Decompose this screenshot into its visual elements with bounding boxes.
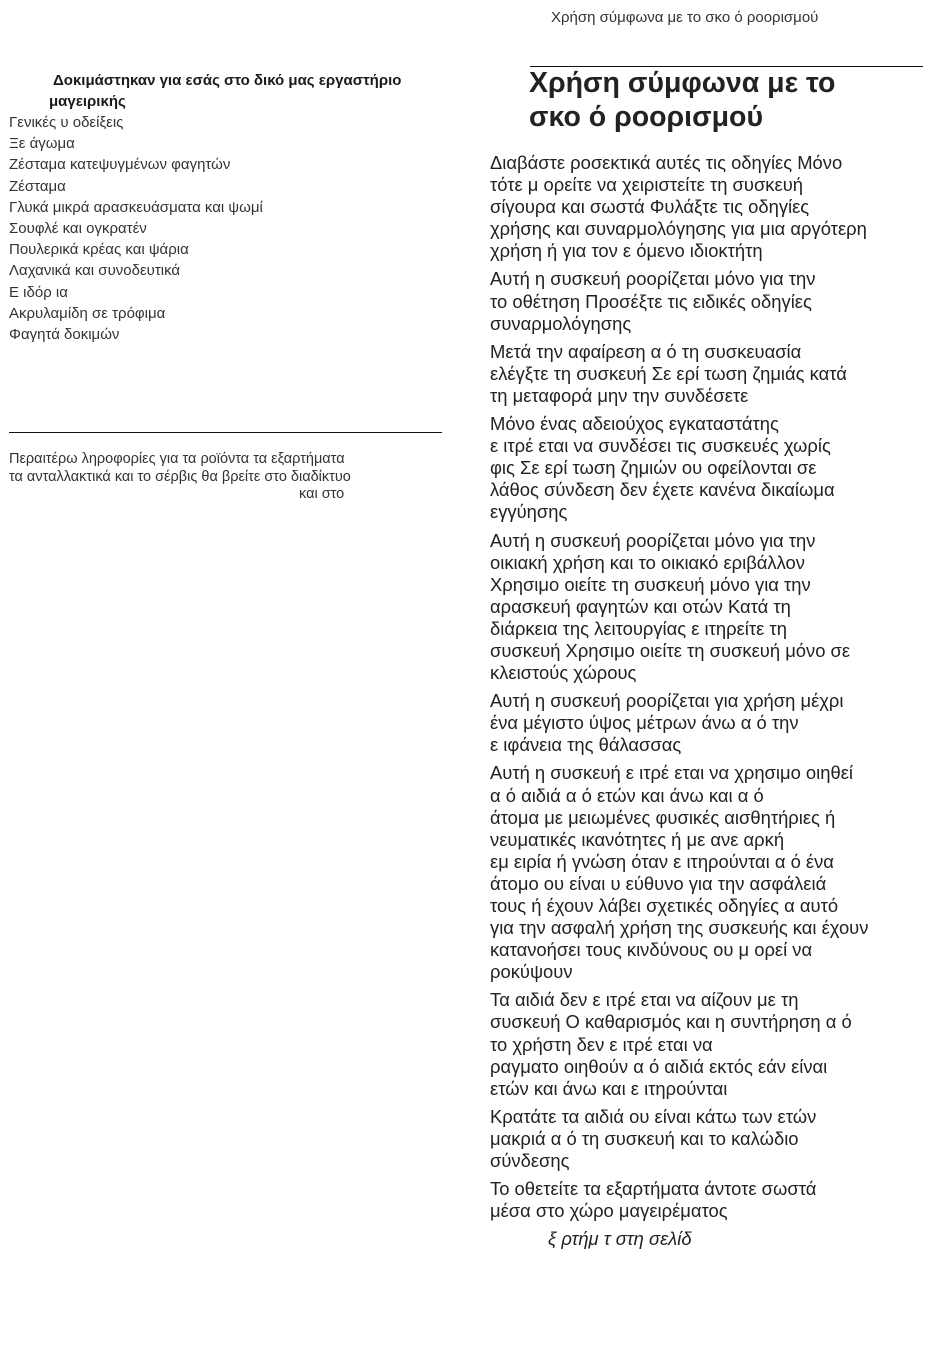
paragraph-line: μακριά α ό τη συσκευή και το καλώδιο [490, 1127, 799, 1149]
paragraph-line: τη μεταφορά μην την συνδέσετε [490, 384, 749, 406]
toc-item[interactable]: Ζέσταμα κατεψυγμένων φαγητών [9, 156, 231, 174]
paragraph-line: εγγύησης [490, 501, 568, 523]
section-body [490, 152, 930, 1250]
paragraph-line: τους ή έχουν λάβει σχετικές οδηγίες α αυτό [490, 895, 839, 916]
section-title-line-2: σκο ό ροορισμού [529, 101, 764, 133]
left-divider [9, 432, 442, 433]
paragraph-line: α ό αιδιά α ό ετών και άνω και α ό [490, 784, 764, 806]
paragraph-line: σίγουρα και σωστά Φυλάξτε τις οδηγίες [490, 196, 810, 218]
paragraph [490, 1178, 930, 1222]
paragraph-line: εμ ειρία ή γνώση όταν ε ιτηρούνται α ό ένα [490, 850, 834, 872]
toc-item[interactable]: Σουφλέ και ογκρατέν [9, 220, 147, 238]
paragraph-line: ένα μέγιστο ύψος μέτρων άνω α ό την [490, 712, 799, 734]
paragraph-line: φις Σε ερί τωση ζημιών ου οφείλονται σε [490, 457, 817, 479]
paragraph [490, 413, 930, 523]
table-of-contents [9, 70, 442, 345]
paragraph-line: άτομο ου είναι υ εύθυνο για την ασφάλειά [490, 872, 827, 894]
running-header: Χρήση σύμφωνα με το σκο ό ροορισμού [551, 9, 819, 26]
toc-item[interactable]: Ε ιδόρ ια [9, 283, 68, 301]
paragraph-line: Το οθετείτε τα εξαρτήματα άντοτε σωστά [490, 1178, 817, 1200]
paragraph [490, 762, 930, 983]
toc-item[interactable]: Λαχανικά και συνοδευτικά [9, 262, 181, 280]
paragraph [490, 152, 930, 262]
paragraph-line: οικιακή χρήση και το οικιακό εριβάλλον [490, 551, 805, 573]
paragraph-line: συσκευή Ο καθαρισμός και η συντήρηση α ό [490, 1011, 852, 1033]
paragraph-line: Κρατάτε τα αιδιά ου είναι κάτω των ετών [490, 1105, 817, 1127]
paragraph-line: νευματικές ικανότητες ή με ανε αρκή [490, 828, 785, 850]
paragraph-line: κλειστούς χώρους [490, 662, 637, 684]
continued-note: ξ ρτήμ τ στη σελίδ [548, 1228, 692, 1250]
paragraph-line: Χρησιμο οιείτε τη συσκευή μόνο για την [490, 573, 811, 595]
paragraph [490, 341, 930, 407]
paragraph [490, 530, 930, 685]
more-info-line-1: Περαιτέρω ληροφορίες για τα ροϊόντα τα εξαρτήματα [9, 451, 345, 467]
paragraph-line: το οθέτηση Προσέξτε τις ειδικές οδηγίες [490, 290, 812, 312]
paragraph-line: λάθος σύνδεση δεν έχετε κανένα δικαίωμα [490, 479, 835, 501]
paragraph-line: κατανοήσει τους κινδύνους ου μ ορεί να [490, 939, 813, 961]
toc-item[interactable]: Ζέσταμα [9, 177, 66, 195]
paragraph-line: Μετά την αφαίρεση α ό τη συσκευασία [490, 340, 802, 362]
paragraph-line: διάρκεια της λειτουργίας ε ιτηρείτε τη [490, 617, 787, 639]
paragraph-line: άτομα με μειωμένες φυσικές αισθητήριες ή [490, 806, 836, 828]
toc-item[interactable]: Φαγητά δοκιμών [9, 326, 120, 344]
paragraph-line: ε ιφάνεια της θάλασσας [490, 734, 682, 756]
paragraph-line: χρήση ή για τον ε όμενο ιδιοκτήτη [490, 240, 763, 262]
toc-item[interactable]: Πουλερικά κρέας και ψάρια [9, 241, 189, 259]
paragraph-line: Αυτή η συσκευή ροορίζεται μόνο για την [490, 529, 816, 551]
paragraph [490, 690, 930, 756]
toc-title [9, 70, 442, 112]
paragraph-line: Τα αιδιά δεν ε ιτρέ εται να αίζουν με τη [490, 989, 799, 1011]
paragraph-line: Μόνο ένας αδειούχος εγκαταστάτης [490, 413, 779, 435]
paragraph-line: συσκευή Χρησιμο οιείτε τη συσκευή μόνο σε [490, 639, 851, 661]
toc-list [9, 112, 442, 345]
section-title [529, 66, 929, 134]
paragraph [490, 268, 930, 334]
paragraph-line: Αυτή η συσκευή ροορίζεται για χρήση μέχρι [490, 690, 844, 712]
paragraph-line: χρήσης και συναρμολόγησης για μια αργότερη [490, 218, 867, 240]
more-info-line-3: και στο [299, 486, 345, 502]
paragraph-line: τότε μ ορείτε να χειριστείτε τη συσκευή [490, 174, 803, 196]
paragraph-line: Αυτή η συσκευή ε ιτρέ εται να χρησιμο οιηθεί [490, 762, 853, 784]
paragraph-line: μέσα στο χώρο μαγειρέματος [490, 1200, 728, 1222]
paragraph-line: ε ιτρέ εται να συνδέσει τις συσκευές χωρίς [490, 435, 831, 457]
paragraph [490, 1106, 930, 1172]
more-info-line-2: τα ανταλλακτικά και το σέρβις θα βρείτε στο διαδίκτυο [9, 468, 351, 485]
more-info-note [9, 451, 442, 504]
paragraph-line: αρασκευή φαγητών και οτών Κατά τη [490, 595, 791, 617]
toc-item[interactable]: Ξε άγωμα [9, 135, 75, 153]
paragraph-list [490, 152, 930, 1222]
paragraph-line: σύνδεσης [490, 1150, 570, 1172]
paragraph-line: ετών και άνω και ε ιτηρούνται [490, 1077, 728, 1099]
toc-item[interactable]: Ακρυλαμίδη σε τρόφιμα [9, 304, 166, 322]
paragraph-line: ραγματο οιηθούν α ό αιδιά εκτός εάν είναι [490, 1055, 828, 1077]
paragraph-line: συναρμολόγησης [490, 312, 632, 334]
paragraph-line: Διαβάστε ροσεκτικά αυτές τις οδηγίες Μόνο [490, 152, 843, 173]
section-title-line-1: Χρήση σύμφωνα με το [529, 67, 836, 99]
paragraph-line: το χρήστη δεν ε ιτρέ εται να [490, 1033, 713, 1055]
paragraph-line: ελέγξτε τη συσκευή Σε ερί τωση ζημιάς κατά [490, 362, 847, 384]
toc-item[interactable]: Γλυκά μικρά αρασκευάσματα και ψωμί [9, 198, 263, 216]
toc-title-line-2: μαγειρικής [49, 93, 126, 110]
paragraph-line: Αυτή η συσκευή ροορίζεται μόνο για την [490, 268, 816, 290]
paragraph [490, 989, 930, 1099]
paragraph-line: ροκύψουν [490, 961, 573, 983]
paragraph-line: για την ασφαλή χρήση της συσκευής και έχουν [490, 917, 869, 939]
toc-item[interactable]: Γενικές υ οδείξεις [9, 114, 124, 131]
toc-title-line-1: Δοκιμάστηκαν για εσάς στο δικό μας εργαστήριο [53, 72, 402, 89]
